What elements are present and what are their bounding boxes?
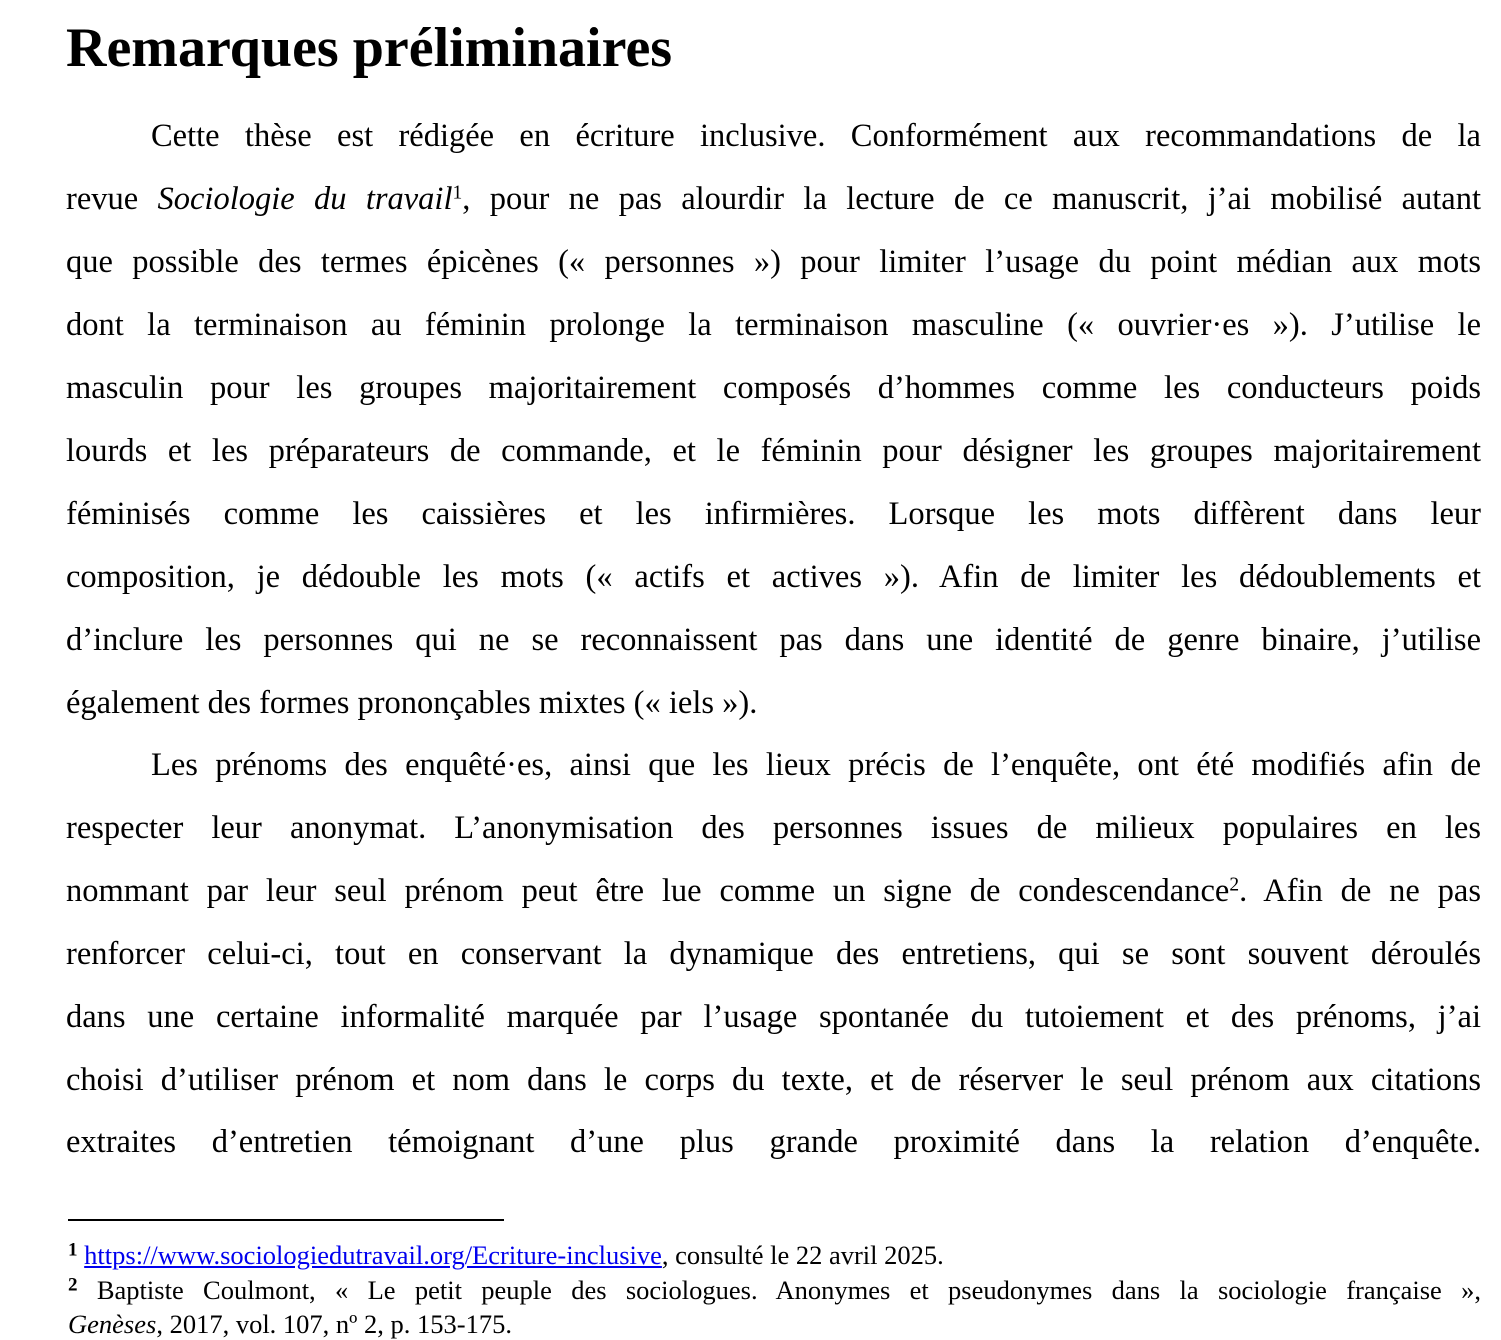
text-line: féminisés comme les caissières et les infirmières. Lorsque les mots diffèrent dans leur — [66, 496, 1481, 532]
footnote-2 — [68, 1274, 1481, 1306]
text-segment: . Afin de ne pas — [1239, 873, 1482, 909]
footnote-link[interactable]: https://www.sociologiedutravail.org/Ecriture-inclusive — [84, 1240, 662, 1270]
text-line: Les prénoms des enquêté·es, ainsi que les lieux précis de l’enquête, ont été modifiés afin de — [151, 747, 1481, 783]
text-line — [66, 871, 1481, 911]
text-line: lourds et les préparateurs de commande, et le féminin pour désigner les groupes majoritairement — [66, 433, 1481, 469]
page-title: Remarques préliminaires — [66, 17, 673, 79]
footnote-number: 1 — [68, 1239, 78, 1261]
footnote-ref-2[interactable]: 2 — [1229, 874, 1240, 896]
text-line: masculin pour les groupes majoritairement composés d’hommes comme les conducteurs poids — [66, 370, 1481, 406]
text-line: choisi d’utiliser prénom et nom dans le corps du texte, et de réserver le seul prénom aux citations — [66, 1062, 1481, 1098]
text-line: également des formes prononçables mixtes (« iels »). — [66, 685, 758, 721]
text-line: dont la terminaison au féminin prolonge la terminaison masculine (« ouvrier·es »). J’utilise le — [66, 307, 1481, 343]
text-line: extraites d’entretien témoignant d’une plus grande proximité dans la relation d’enquête. — [66, 1124, 1481, 1160]
journal-title: Genèses — [68, 1309, 157, 1339]
text-line: dans une certaine informalité marquée par l’usage spontanée du tutoiement et des prénoms, j’ai — [66, 999, 1481, 1035]
footnote-separator — [68, 1219, 504, 1221]
text-line: Cette thèse est rédigée en écriture inclusive. Conformément aux recommandations de la — [151, 118, 1481, 154]
footnote-1 — [68, 1239, 1481, 1271]
footnote-2-continued — [68, 1308, 1481, 1340]
journal-title: Sociologie du travail — [157, 181, 453, 217]
text-line: d’inclure les personnes qui ne se reconnaissent pas dans une identité de genre binaire, j’utilise — [66, 622, 1481, 658]
footnote-ref-1[interactable]: 1 — [452, 182, 463, 204]
text-segment: nommant par leur seul prénom peut être lue comme un signe de condescendance — [66, 873, 1230, 909]
text-line: renforcer celui-ci, tout en conservant la dynamique des entretiens, qui se sont souvent déroulés — [66, 936, 1481, 972]
text-line — [66, 179, 1481, 219]
footnote-text: Baptiste Coulmont, « Le petit peuple des sociologues. Anonymes et pseudonymes dans la sociologie française », — [96, 1275, 1482, 1305]
text-segment: , pour ne pas alourdir la lecture de ce manuscrit, j’ai mobilisé autant — [462, 181, 1481, 217]
footnote-number: 2 — [68, 1274, 78, 1296]
text-line: composition, je dédouble les mots (« actifs et actives »). Afin de limiter les dédoublements et — [66, 559, 1481, 595]
footnote-text: , 2017, vol. 107, nº 2, p. 153-175. — [156, 1309, 512, 1339]
text-line: que possible des termes épicènes (« personnes ») pour limiter l’usage du point médian aux mots — [66, 244, 1481, 280]
text-segment: revue — [66, 181, 158, 217]
footnote-text: , consulté le 22 avril 2025. — [661, 1240, 944, 1270]
text-line: respecter leur anonymat. L’anonymisation des personnes issues de milieux populaires en les — [66, 810, 1481, 846]
